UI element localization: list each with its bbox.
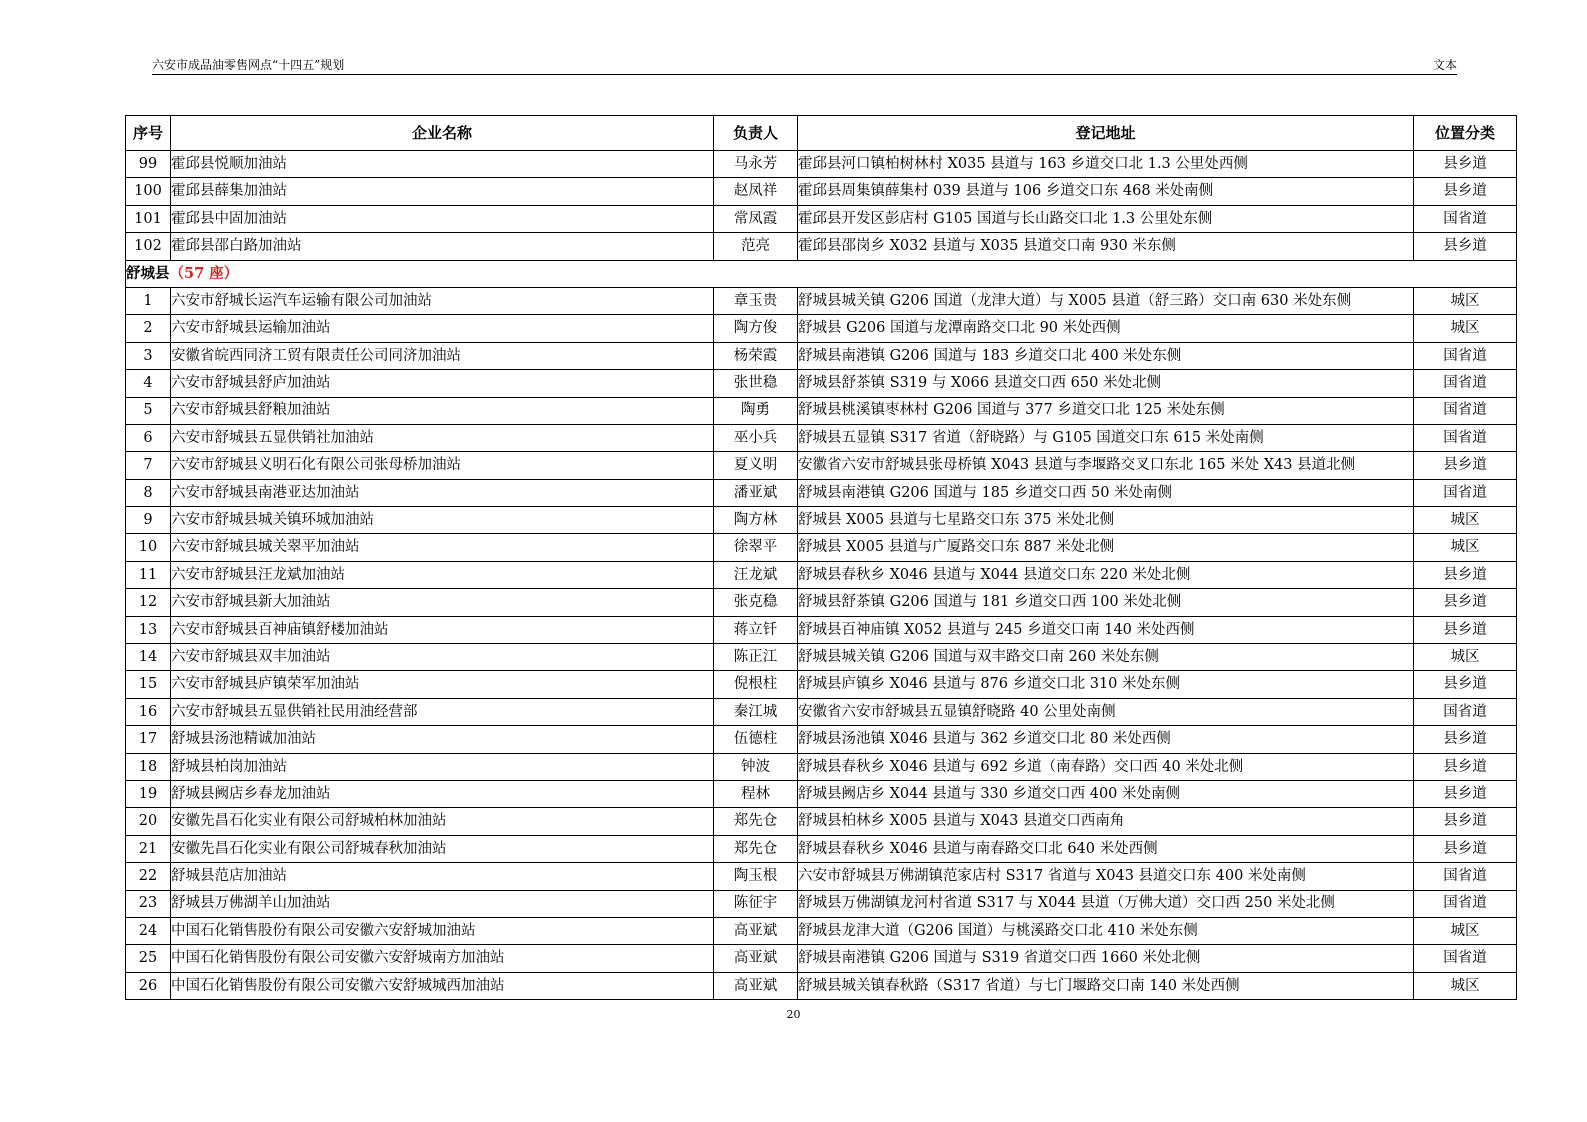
cell-no: 16 [126,698,171,725]
table-row [126,698,1517,725]
cell-person: 蒋立钎 [714,616,798,643]
table-row [126,479,1517,506]
table-row [126,233,1517,260]
cell-name: 六安市舒城县舒庐加油站 [171,370,714,397]
gas-station-table [125,115,1517,1000]
cell-category: 国省道 [1414,424,1517,451]
cell-category: 国省道 [1414,205,1517,232]
table-row [126,151,1517,178]
table-row [126,452,1517,479]
table-row [126,178,1517,205]
cell-name: 六安市舒城县城关翠平加油站 [171,534,714,561]
cell-address: 舒城县柏林乡 X005 县道与 X043 县道交口西南角 [798,808,1414,835]
cell-name: 六安市舒城县舒粮加油站 [171,397,714,424]
cell-person: 陶勇 [714,397,798,424]
cell-name: 六安市舒城县义明石化有限公司张母桥加油站 [171,452,714,479]
cell-no: 17 [126,726,171,753]
cell-person: 高亚斌 [714,917,798,944]
cell-category: 国省道 [1414,342,1517,369]
cell-category: 国省道 [1414,863,1517,890]
cell-no: 4 [126,370,171,397]
cell-no: 20 [126,808,171,835]
cell-name: 霍邱县薛集加油站 [171,178,714,205]
cell-name: 六安市舒城县双丰加油站 [171,644,714,671]
cell-no: 15 [126,671,171,698]
cell-category: 县乡道 [1414,726,1517,753]
cell-address: 舒城县 X005 县道与广厦路交口东 887 米处北侧 [798,534,1414,561]
cell-person: 伍德柱 [714,726,798,753]
section-title: 舒城县 [126,264,170,282]
cell-address: 舒城县阙店乡 X044 县道与 330 乡道交口西 400 米处南侧 [798,780,1414,807]
table-row [126,780,1517,807]
cell-category: 县乡道 [1414,561,1517,588]
cell-no: 10 [126,534,171,561]
cell-name: 六安市舒城县汪龙斌加油站 [171,561,714,588]
cell-no: 26 [126,972,171,999]
cell-address: 霍邱县河口镇柏树林村 X035 县道与 163 乡道交口北 1.3 公里处西侧 [798,151,1414,178]
cell-no: 1 [126,287,171,314]
table-row [126,287,1517,314]
cell-no: 5 [126,397,171,424]
cell-name: 六安市舒城县城关镇环城加油站 [171,507,714,534]
table-row [126,644,1517,671]
cell-person: 秦江城 [714,698,798,725]
cell-category: 城区 [1414,972,1517,999]
cell-person: 郑先仓 [714,808,798,835]
cell-person: 陈征宇 [714,890,798,917]
cell-name: 霍邱县悦顺加油站 [171,151,714,178]
cell-no: 100 [126,178,171,205]
document-title: 六安市成品油零售网点“十四五”规划 [152,58,345,72]
cell-address: 舒城县南港镇 G206 国道与 185 乡道交口西 50 米处南侧 [798,479,1414,506]
column-header-person: 负责人 [714,116,798,151]
cell-name: 舒城县阙店乡春龙加油站 [171,780,714,807]
cell-category: 县乡道 [1414,753,1517,780]
cell-person: 陶玉根 [714,863,798,890]
section-heading [126,260,1517,287]
cell-no: 102 [126,233,171,260]
section-count: （57 座） [169,264,239,282]
column-header-no: 序号 [126,116,171,151]
cell-no: 12 [126,589,171,616]
cell-category: 县乡道 [1414,452,1517,479]
table-row [126,917,1517,944]
cell-address: 舒城县舒茶镇 S319 与 X066 县道交口西 650 米处北侧 [798,370,1414,397]
table-header-row [126,116,1517,151]
cell-category: 城区 [1414,917,1517,944]
cell-address: 霍邱县周集镇薛集村 039 县道与 106 乡道交口东 468 米处南侧 [798,178,1414,205]
cell-address: 舒城县春秋乡 X046 县道与 X044 县道交口东 220 米处北侧 [798,561,1414,588]
cell-category: 县乡道 [1414,835,1517,862]
cell-no: 24 [126,917,171,944]
cell-category: 县乡道 [1414,780,1517,807]
cell-name: 六安市舒城县新大加油站 [171,589,714,616]
cell-person: 陶方林 [714,507,798,534]
cell-no: 99 [126,151,171,178]
cell-address: 舒城县春秋乡 X046 县道与 692 乡道（南春路）交口西 40 米处北侧 [798,753,1414,780]
cell-name: 舒城县万佛湖羊山加油站 [171,890,714,917]
table-row [126,726,1517,753]
cell-no: 2 [126,315,171,342]
cell-no: 9 [126,507,171,534]
cell-address: 安徽省六安市舒城县张母桥镇 X043 县道与李堰路交叉口东北 165 米处 X43 县道北侧 [798,452,1414,479]
column-header-category: 位置分类 [1414,116,1517,151]
cell-name: 六安市舒城县五显供销社加油站 [171,424,714,451]
cell-person: 徐翠平 [714,534,798,561]
cell-person: 杨荣霞 [714,342,798,369]
cell-address: 舒城县汤池镇 X046 县道与 362 乡道交口北 80 米处西侧 [798,726,1414,753]
cell-name: 舒城县范店加油站 [171,863,714,890]
cell-person: 高亚斌 [714,945,798,972]
section-row [126,260,1517,287]
table-row [126,424,1517,451]
cell-category: 国省道 [1414,698,1517,725]
cell-category: 城区 [1414,287,1517,314]
cell-no: 23 [126,890,171,917]
cell-person: 张世稳 [714,370,798,397]
table-row [126,397,1517,424]
cell-name: 中国石化销售股份有限公司安徽六安舒城城西加油站 [171,972,714,999]
table-row [126,753,1517,780]
table-row [126,808,1517,835]
table-row [126,370,1517,397]
cell-category: 国省道 [1414,370,1517,397]
table-row [126,561,1517,588]
cell-name: 舒城县柏岗加油站 [171,753,714,780]
table-row [126,616,1517,643]
cell-name: 霍邱县中固加油站 [171,205,714,232]
cell-no: 3 [126,342,171,369]
cell-name: 安徽先昌石化实业有限公司舒城春秋加油站 [171,835,714,862]
cell-name: 六安市舒城县庐镇荣军加油站 [171,671,714,698]
cell-name: 六安市舒城长运汽车运输有限公司加油站 [171,287,714,314]
table-row [126,315,1517,342]
cell-no: 14 [126,644,171,671]
cell-name: 舒城县汤池精诚加油站 [171,726,714,753]
table-row [126,507,1517,534]
cell-name: 六安市舒城县运输加油站 [171,315,714,342]
cell-person: 范亮 [714,233,798,260]
table-row [126,342,1517,369]
cell-address: 舒城县春秋乡 X046 县道与南春路交口北 640 米处西侧 [798,835,1414,862]
cell-address: 六安市舒城县万佛湖镇范家店村 S317 省道与 X043 县道交口东 400 米处南侧 [798,863,1414,890]
cell-category: 城区 [1414,644,1517,671]
table-row [126,863,1517,890]
cell-address: 舒城县百神庙镇 X052 县道与 245 乡道交口南 140 米处西侧 [798,616,1414,643]
cell-address: 安徽省六安市舒城县五显镇舒晓路 40 公里处南侧 [798,698,1414,725]
cell-person: 倪根柱 [714,671,798,698]
cell-address: 舒城县城关镇 G206 国道（龙津大道）与 X005 县道（舒三路）交口南 630 米处东侧 [798,287,1414,314]
cell-person: 赵凤祥 [714,178,798,205]
table-row [126,945,1517,972]
cell-address: 舒城县庐镇乡 X046 县道与 876 乡道交口北 310 米处东侧 [798,671,1414,698]
cell-no: 22 [126,863,171,890]
cell-category: 县乡道 [1414,233,1517,260]
cell-category: 国省道 [1414,890,1517,917]
cell-no: 25 [126,945,171,972]
cell-person: 巫小兵 [714,424,798,451]
cell-address: 舒城县龙津大道（G206 国道）与桃溪路交口北 410 米处东侧 [798,917,1414,944]
cell-category: 县乡道 [1414,671,1517,698]
cell-name: 六安市舒城县百神庙镇舒楼加油站 [171,616,714,643]
cell-person: 常凤霞 [714,205,798,232]
cell-address: 舒城县 G206 国道与龙潭南路交口北 90 米处西侧 [798,315,1414,342]
cell-person: 郑先仓 [714,835,798,862]
cell-name: 六安市舒城县五显供销社民用油经营部 [171,698,714,725]
document-type-label: 文本 [1432,58,1457,72]
cell-address: 舒城县南港镇 G206 国道与 S319 省道交口西 1660 米处北侧 [798,945,1414,972]
cell-category: 城区 [1414,534,1517,561]
cell-person: 钟波 [714,753,798,780]
cell-category: 国省道 [1414,479,1517,506]
cell-category: 县乡道 [1414,808,1517,835]
cell-name: 中国石化销售股份有限公司安徽六安舒城加油站 [171,917,714,944]
cell-address: 舒城县桃溪镇枣林村 G206 国道与 377 乡道交口北 125 米处东侧 [798,397,1414,424]
cell-person: 陈正江 [714,644,798,671]
cell-person: 潘亚斌 [714,479,798,506]
table-row [126,589,1517,616]
cell-person: 马永芳 [714,151,798,178]
column-header-address: 登记地址 [798,116,1414,151]
table-row [126,205,1517,232]
cell-address: 舒城县 X005 县道与七星路交口东 375 米处北侧 [798,507,1414,534]
table-row [126,671,1517,698]
cell-category: 国省道 [1414,945,1517,972]
column-header-name: 企业名称 [171,116,714,151]
cell-address: 舒城县五显镇 S317 省道（舒晓路）与 G105 国道交口东 615 米处南侧 [798,424,1414,451]
table-row [126,534,1517,561]
cell-no: 101 [126,205,171,232]
table-row [126,972,1517,999]
cell-person: 夏义明 [714,452,798,479]
cell-address: 舒城县城关镇 G206 国道与双丰路交口南 260 米处东侧 [798,644,1414,671]
cell-person: 陶方俊 [714,315,798,342]
cell-address: 舒城县南港镇 G206 国道与 183 乡道交口北 400 米处东侧 [798,342,1414,369]
cell-no: 7 [126,452,171,479]
cell-no: 6 [126,424,171,451]
cell-address: 霍邱县邵岗乡 X032 县道与 X035 县道交口南 930 米东侧 [798,233,1414,260]
cell-name: 中国石化销售股份有限公司安徽六安舒城南方加油站 [171,945,714,972]
page-number: 20 [786,1008,801,1021]
cell-no: 19 [126,780,171,807]
cell-address: 舒城县万佛湖镇龙河村省道 S317 与 X044 县道（万佛大道）交口西 250 米处北侧 [798,890,1414,917]
cell-no: 18 [126,753,171,780]
cell-category: 县乡道 [1414,589,1517,616]
cell-no: 13 [126,616,171,643]
cell-category: 县乡道 [1414,178,1517,205]
table-row [126,890,1517,917]
cell-category: 城区 [1414,507,1517,534]
cell-name: 六安市舒城县南港亚达加油站 [171,479,714,506]
cell-person: 高亚斌 [714,972,798,999]
cell-category: 国省道 [1414,397,1517,424]
cell-address: 舒城县城关镇春秋路（S317 省道）与七门堰路交口南 140 米处西侧 [798,972,1414,999]
cell-address: 霍邱县开发区彭店村 G105 国道与长山路交口北 1.3 公里处东侧 [798,205,1414,232]
cell-no: 11 [126,561,171,588]
cell-no: 8 [126,479,171,506]
cell-name: 安徽省皖西同济工贸有限责任公司同济加油站 [171,342,714,369]
table-row [126,835,1517,862]
cell-address: 舒城县舒茶镇 G206 国道与 181 乡道交口西 100 米处北侧 [798,589,1414,616]
cell-category: 县乡道 [1414,151,1517,178]
cell-person: 章玉贵 [714,287,798,314]
cell-no: 21 [126,835,171,862]
cell-category: 县乡道 [1414,616,1517,643]
page-header [152,56,1457,75]
cell-person: 程林 [714,780,798,807]
cell-person: 汪龙斌 [714,561,798,588]
cell-name: 霍邱县邵白路加油站 [171,233,714,260]
cell-category: 城区 [1414,315,1517,342]
table-body [126,151,1517,1000]
cell-person: 张克稳 [714,589,798,616]
cell-name: 安徽先昌石化实业有限公司舒城柏林加油站 [171,808,714,835]
